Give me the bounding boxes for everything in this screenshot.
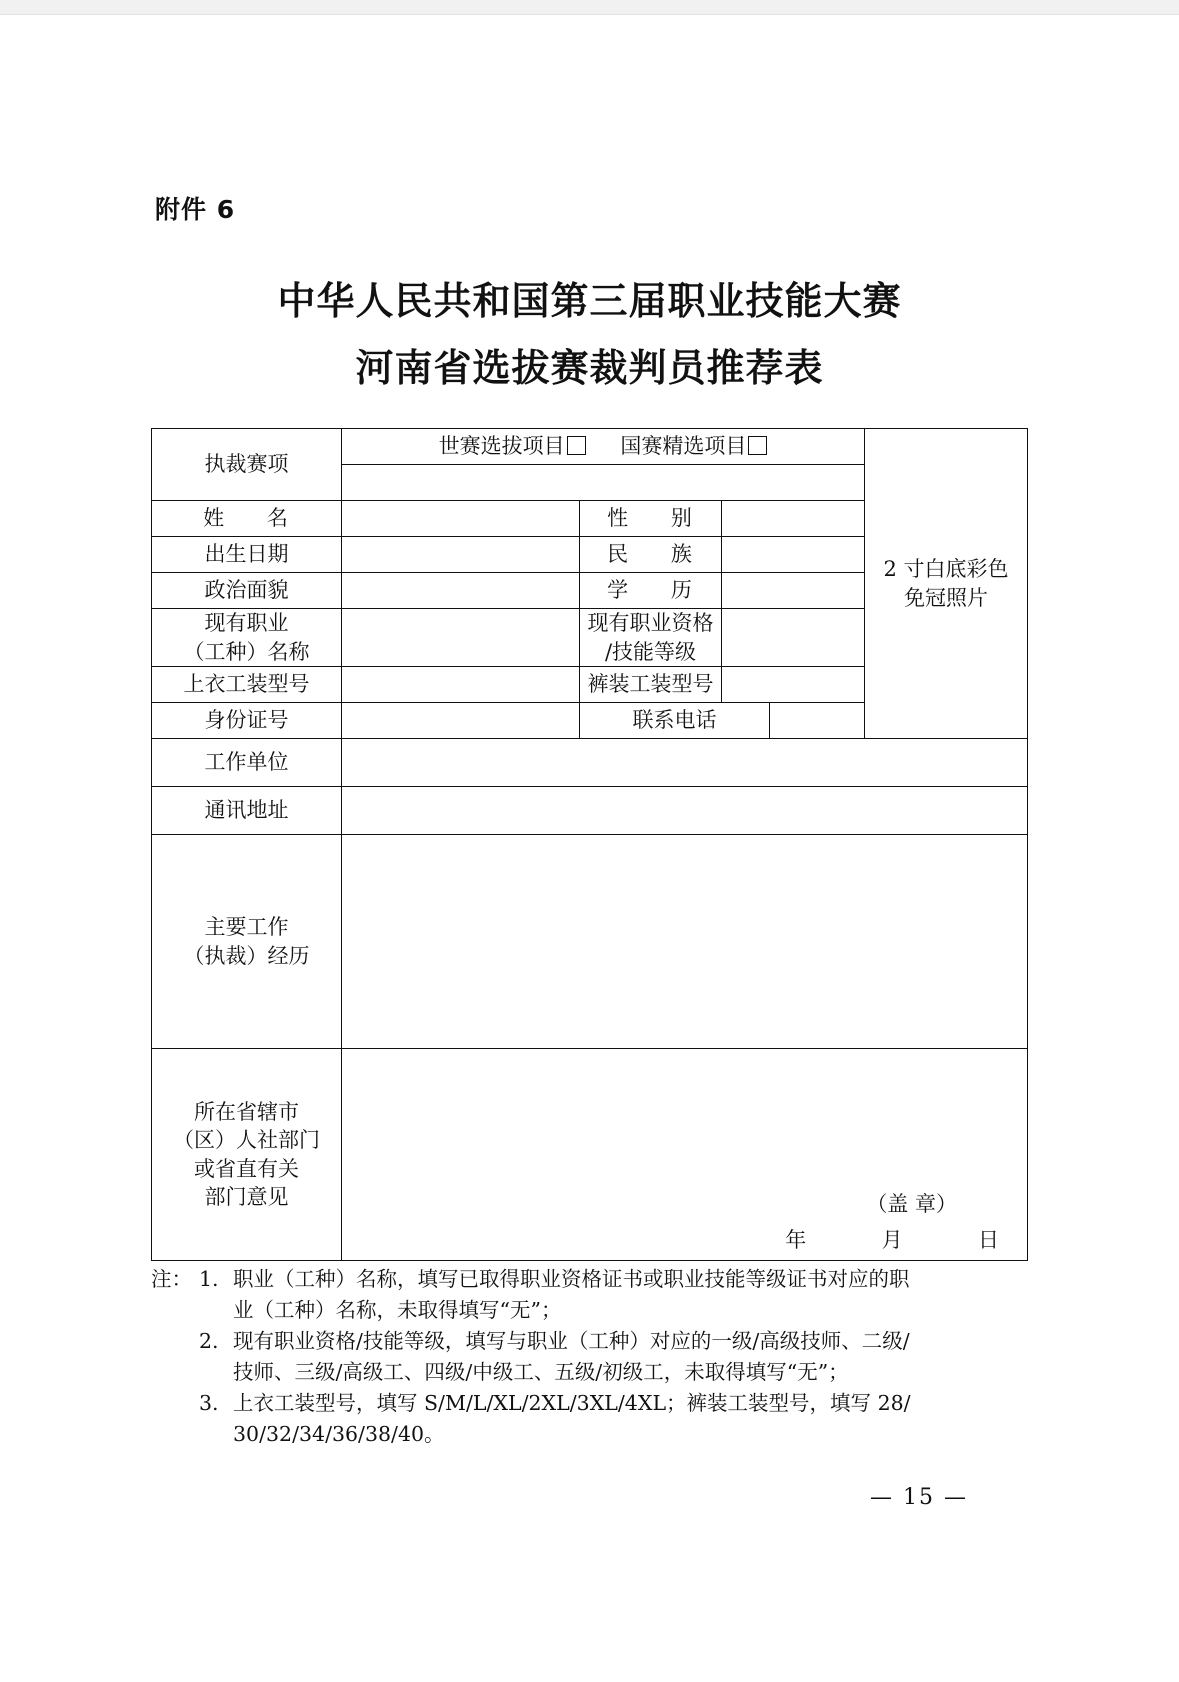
occupation-label-line-2: （工种）名称 bbox=[183, 639, 310, 664]
department-opinion-field[interactable] bbox=[342, 1049, 1028, 1261]
opinion-label-line-4: 部门意见 bbox=[204, 1184, 289, 1209]
note-item-1 bbox=[151, 1264, 1031, 1326]
qualification-label bbox=[580, 609, 722, 667]
phone-field[interactable] bbox=[770, 703, 1028, 739]
occupation-field[interactable] bbox=[342, 609, 580, 667]
qualification-label-line-2: /技能等级 bbox=[604, 639, 697, 664]
ethnicity-label: 民 族 bbox=[580, 537, 722, 573]
world-skills-option[interactable] bbox=[439, 434, 593, 458]
experience-field[interactable] bbox=[342, 835, 1028, 1049]
note-text-line-1: 现有职业资格/技能等级，填写与职业（工种）对应的一级/高级技师、二级/ bbox=[233, 1329, 910, 1353]
qualification-label-line-1: 现有职业资格 bbox=[587, 611, 714, 636]
note-text-line-2: 30/32/34/36/38/40。 bbox=[233, 1422, 445, 1446]
national-option-label: 国赛精选项目 bbox=[620, 434, 747, 459]
attachment-label: 附件 6 bbox=[155, 195, 236, 224]
note-text-line-2: 业（工种）名称，未取得填写“无”； bbox=[233, 1298, 562, 1322]
gender-field[interactable] bbox=[722, 501, 865, 537]
opinion-label-line-2: （区）人社部门 bbox=[173, 1128, 320, 1153]
national-option[interactable] bbox=[620, 434, 767, 458]
world-skills-checkbox[interactable] bbox=[567, 436, 586, 455]
document-page bbox=[0, 14, 1179, 1682]
note-number: 3. bbox=[199, 1391, 219, 1415]
seal-text: （盖 章） bbox=[866, 1191, 957, 1216]
education-field[interactable] bbox=[722, 573, 865, 609]
workplace-field[interactable] bbox=[342, 739, 1028, 787]
birth-date-field[interactable] bbox=[342, 537, 580, 573]
jacket-size-field[interactable] bbox=[342, 667, 580, 703]
ethnicity-field[interactable] bbox=[722, 537, 865, 573]
jacket-size-label: 上衣工装型号 bbox=[152, 667, 342, 703]
note-text bbox=[233, 1326, 1031, 1388]
occupation-label-line-1: 现有职业 bbox=[204, 611, 289, 636]
page-number: — 15 — bbox=[870, 1485, 968, 1510]
national-checkbox[interactable] bbox=[748, 436, 767, 455]
date-day: 日 bbox=[978, 1227, 999, 1252]
name-label: 姓 名 bbox=[152, 501, 342, 537]
experience-label-line-1: 主要工作 bbox=[204, 915, 289, 940]
phone-label: 联系电话 bbox=[580, 703, 770, 739]
birth-date-label: 出生日期 bbox=[152, 537, 342, 573]
experience-label bbox=[152, 835, 342, 1049]
note-text-line-2: 技师、三级/高级工、四级/中级工、五级/初级工，未取得填写“无”； bbox=[233, 1360, 849, 1384]
note-item-2 bbox=[151, 1326, 1031, 1388]
date-year: 年 bbox=[785, 1227, 807, 1252]
event-name-field[interactable] bbox=[342, 465, 865, 501]
note-text bbox=[233, 1264, 1031, 1326]
note-number: 2. bbox=[199, 1329, 219, 1353]
name-field[interactable] bbox=[342, 501, 580, 537]
note-text-line-1: 职业（工种）名称，填写已取得职业资格证书或职业技能等级证书对应的职 bbox=[233, 1267, 910, 1291]
opinion-label-line-1: 所在省辖市 bbox=[194, 1099, 299, 1124]
notes-section bbox=[151, 1264, 1031, 1450]
recommendation-form-table bbox=[151, 428, 1028, 1261]
photo-text-line-1: 2 寸白底彩色 bbox=[883, 557, 1009, 582]
id-number-label: 身份证号 bbox=[152, 703, 342, 739]
date-month: 月 bbox=[881, 1227, 903, 1252]
event-label: 执裁赛项 bbox=[152, 429, 342, 501]
photo-text-line-2: 免冠照片 bbox=[904, 585, 988, 610]
photo-placeholder bbox=[865, 429, 1028, 739]
note-text bbox=[233, 1388, 1031, 1450]
trousers-size-label: 裤装工装型号 bbox=[580, 667, 722, 703]
address-field[interactable] bbox=[342, 787, 1028, 835]
education-label: 学 历 bbox=[580, 573, 722, 609]
date-line bbox=[785, 1226, 999, 1254]
gender-label: 性 别 bbox=[580, 501, 722, 537]
opinion-label-line-3: 或省直有关 bbox=[194, 1156, 299, 1181]
note-item-3 bbox=[151, 1388, 1031, 1450]
id-number-field[interactable] bbox=[342, 703, 580, 739]
department-opinion-label bbox=[152, 1049, 342, 1261]
note-number: 1. bbox=[199, 1267, 219, 1291]
note-text-line-1: 上衣工装型号，填写 S/M/L/XL/2XL/3XL/4XL；裤装工装型号，填写 28/ bbox=[233, 1391, 911, 1415]
political-status-field[interactable] bbox=[342, 573, 580, 609]
event-options bbox=[342, 429, 865, 465]
world-skills-option-label: 世赛选拔项目 bbox=[438, 434, 565, 459]
address-label: 通讯地址 bbox=[152, 787, 342, 835]
workplace-label: 工作单位 bbox=[152, 739, 342, 787]
form-title-line-2: 河南省选拔赛裁判员推荐表 bbox=[355, 346, 824, 390]
form-title-line-1: 中华人民共和国第三届职业技能大赛 bbox=[277, 279, 902, 323]
experience-label-line-2: （执裁）经历 bbox=[183, 943, 310, 968]
political-status-label: 政治面貌 bbox=[152, 573, 342, 609]
notes-prefix: 注： bbox=[151, 1267, 192, 1291]
qualification-field[interactable] bbox=[722, 609, 865, 667]
occupation-label bbox=[152, 609, 342, 667]
trousers-size-field[interactable] bbox=[722, 667, 865, 703]
